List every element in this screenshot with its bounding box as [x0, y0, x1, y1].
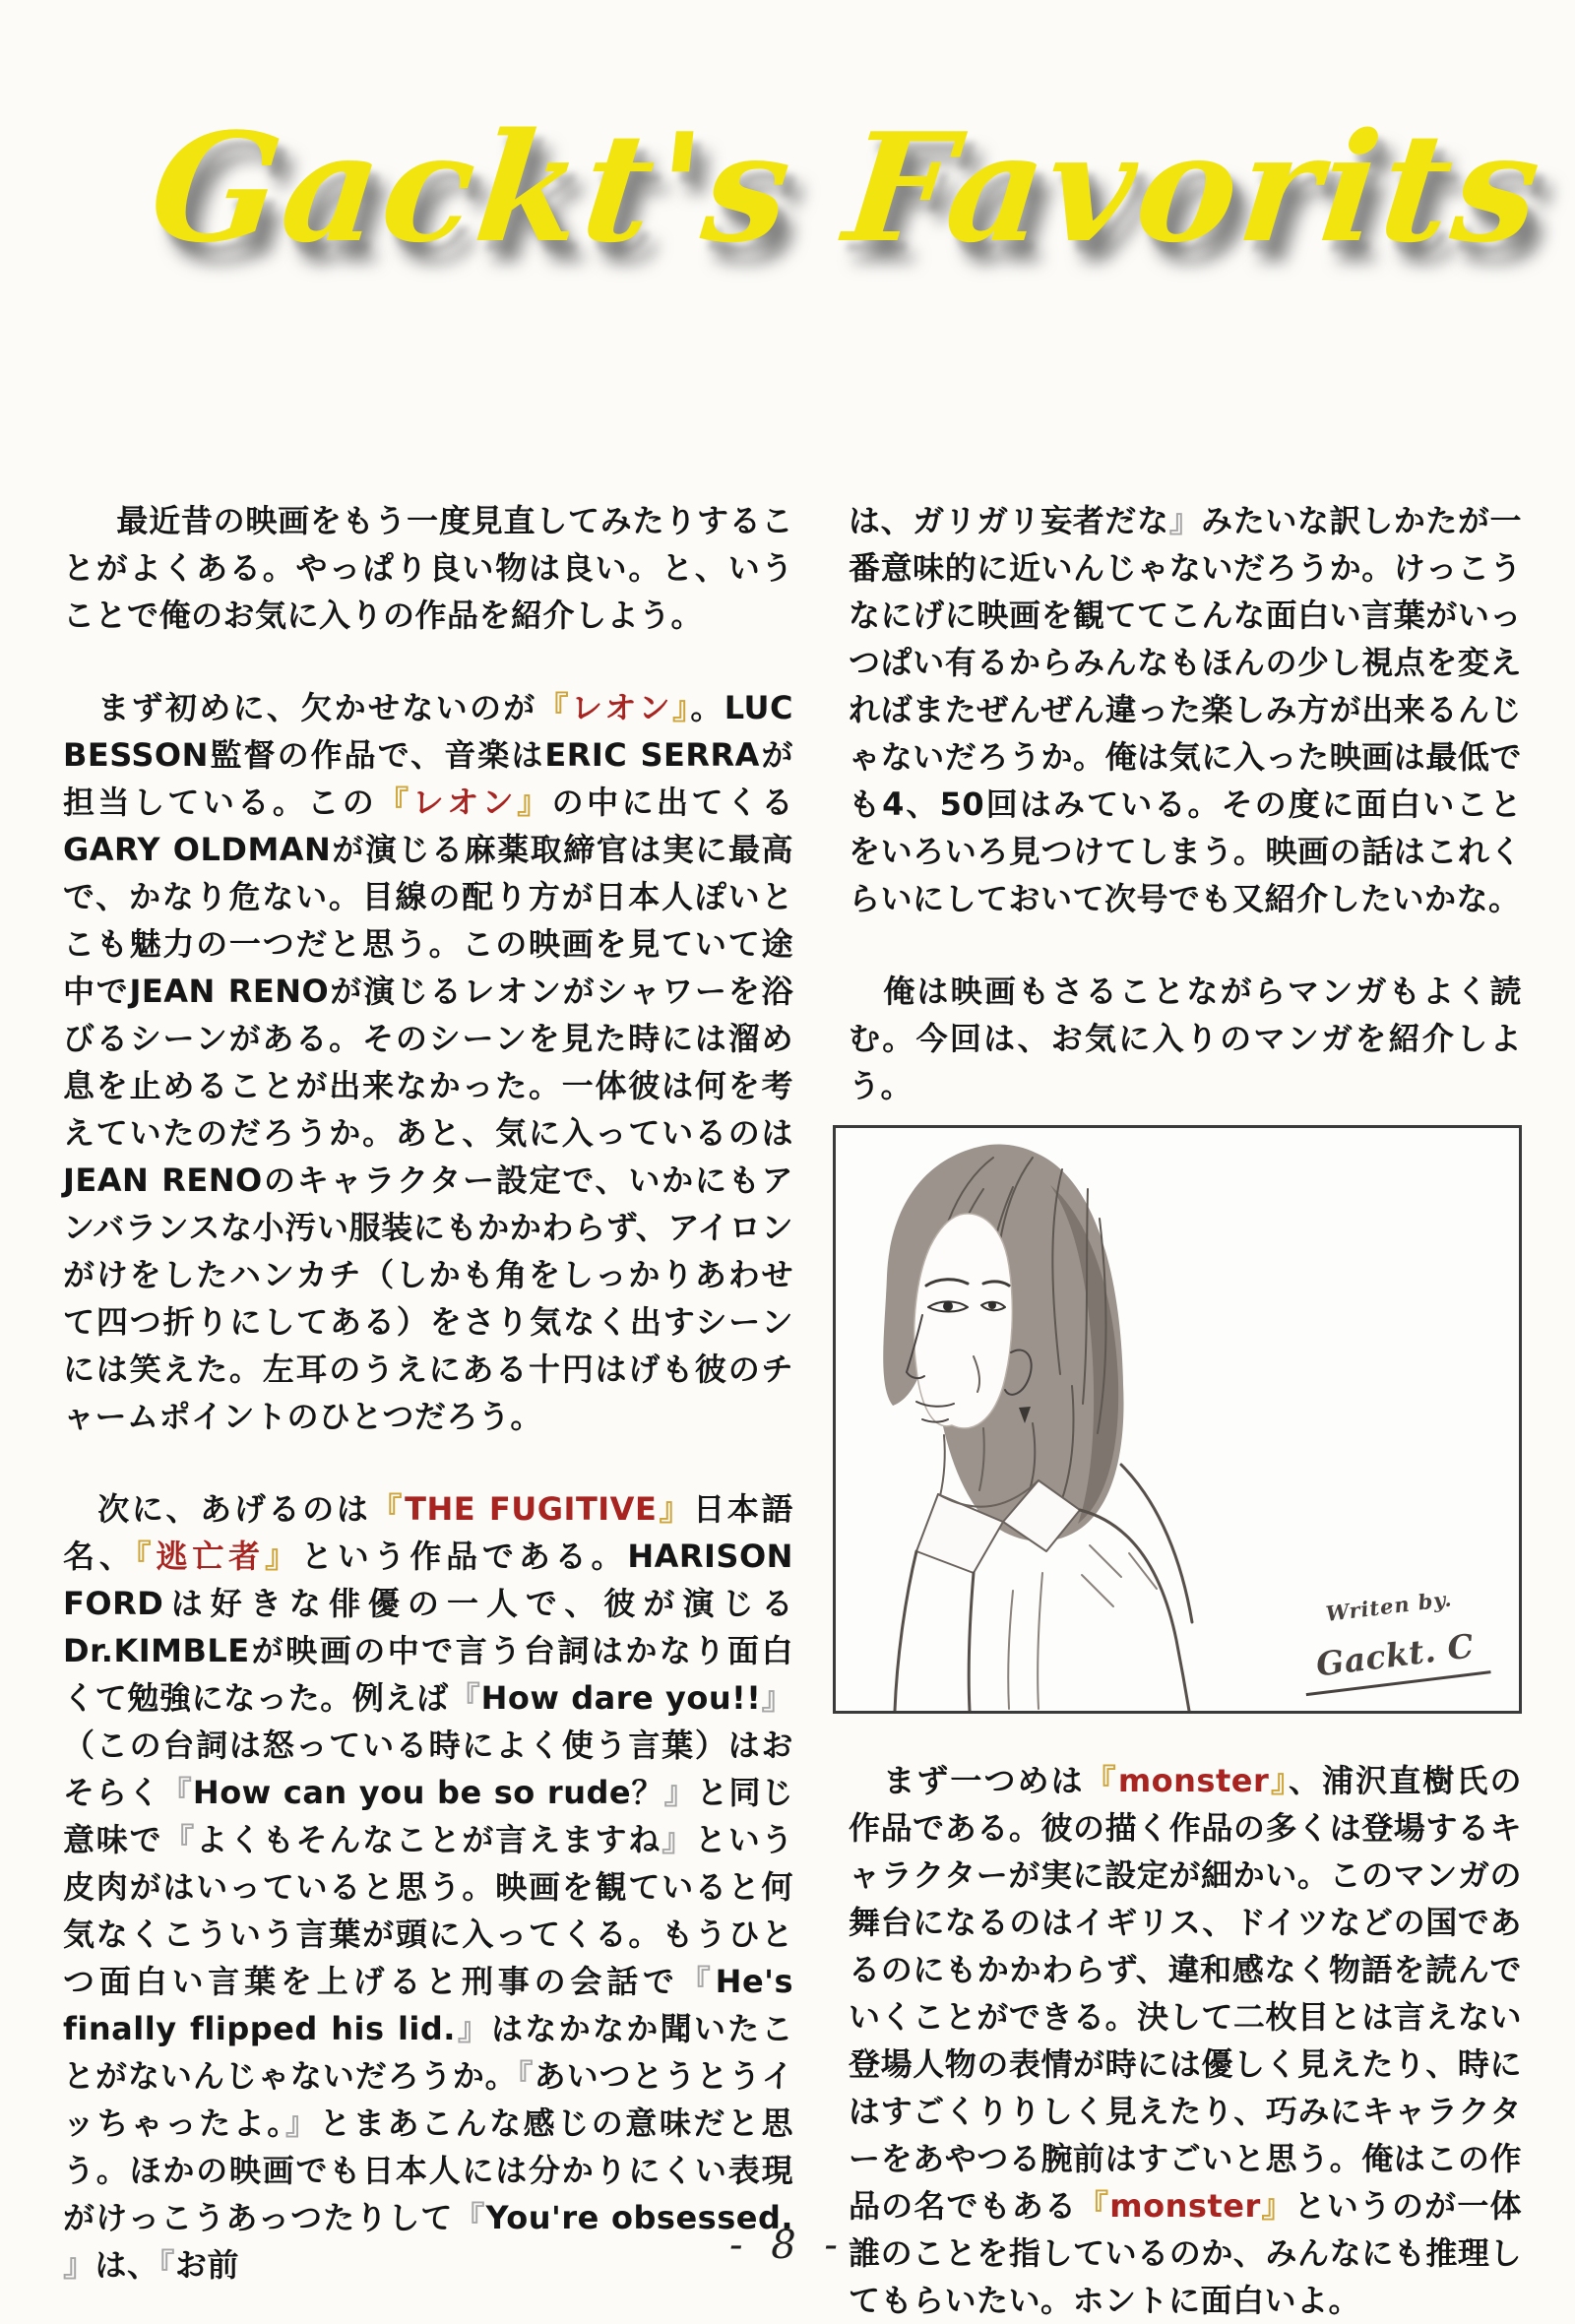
body-text: 』 [455, 2010, 492, 2047]
body-text: 、浦沢直樹氏の作品である。彼の描く作品の多くは登場するキャラクターが実に設定が細かい。このマンガの舞台になるのはイギリス、ドイツなどの国であるのにもかかわらず、違和感なく物語を読んでいくことができる。決して二枚目とは言えない登場人物の表情が時には優しく見えたり、時にはすごくりりしく見えたり、巧みにキャラクターをあやつる腕前はすごいと思う。俺はこの作品の名でもある [849, 1762, 1522, 2225]
body-text: 『 [536, 689, 571, 726]
body-text: 』 [662, 1821, 695, 1858]
highlighted-title-text: レオン [571, 689, 673, 726]
body-text: 『 [453, 2199, 486, 2236]
body-text: 次に、あげるのは [97, 1490, 371, 1528]
body-text: 『 [678, 1963, 716, 2000]
body-text: 『 [1077, 2187, 1110, 2225]
body-text: よくもそんなことが言えますね [196, 1821, 662, 1858]
body-text: はなかなか聞いたことがないんじゃないだろうか。 [63, 2010, 793, 2095]
right-column [849, 497, 1522, 2324]
body-text: という皮肉がはいっていると思う。映画を観ていると何気なくこういう言葉が頭に入ってくる。もうひとつ面白い言葉を上げると刑事の会話で [63, 1821, 793, 2000]
body-text: 『 [370, 1490, 406, 1528]
highlighted-title-text: THE FUGITIVE [405, 1490, 658, 1528]
body-text: You're obsessed. [485, 2199, 793, 2236]
body-text: みたいな訳しかたが一番意味的に近いんじゃないだろうか。けっこうなにげに映画を観ててこんな面白い言葉がいっつぱい有るからみんなもほんの少し視点を変えればまたぜんぜん違った楽しみ方が出来るんじゃないだろうか。俺は気に入った映画は最低でも4、50回はみている。その度に面白いことをいろいろ見つけてしまう。映画の話はこれくらいにしておいて次号でも又紹介したいかな。 [849, 502, 1522, 917]
body-paragraph [849, 968, 1522, 1109]
body-text: は、 [94, 2246, 159, 2284]
illustration-frame [833, 1125, 1522, 1714]
body-text: 』 [761, 1679, 793, 1717]
body-paragraph [63, 497, 793, 639]
body-text: 』 [1269, 1762, 1289, 1799]
body-text: （この台詞は怒っている時によく使う言葉）はおそらく [63, 1727, 793, 1811]
body-text: 『 [517, 2057, 535, 2095]
body-text: の中に出てくるGARY OLDMANが演じる麻薬取締官は実に最高で、かなり危ない。目線の配り方が日本人ぽいとこも魅力の一つだと思う。この映画を見ていて途中でJEAN RENOが演じるレオンがシャワーを浴びるシーンがある。そのシーンを見た時には溜め息を止めることが出来なかった。一体彼は何を考えていたのだろうか。あと、気に入っているのはJEAN RENOのキャラクター設定で、いかにもアンバランスな小汚い服装にもかかわらず、アイロンがけをしたハンカチ（しかも角をしっかりあわせて四つ折りにしてある）をさり気なく出すシーンには笑えた。左耳のうえにある十円はげも彼のチャームポイントのひとつだろう。 [63, 784, 793, 1435]
body-text: 。LUC BESSON監督の作品で、音楽はERIC SERRAが担当している。この [63, 689, 793, 821]
body-text: 』 [672, 689, 691, 726]
body-text: は、ガリガリ妄者だな [849, 502, 1169, 539]
body-text: 『 [162, 1821, 197, 1858]
body-text: 』 [663, 1774, 697, 1811]
body-text: 』 [284, 2104, 320, 2142]
body-text: 『 [1084, 1762, 1118, 1799]
body-text: お前 [175, 2246, 240, 2284]
body-text: 『 [159, 1774, 193, 1811]
body-text: 』 [1260, 2187, 1294, 2225]
highlighted-title-text: レオン [411, 784, 518, 821]
body-paragraph [63, 684, 793, 1440]
body-text: How dare you!! [480, 1679, 762, 1717]
body-text: 『 [377, 784, 412, 821]
body-text: 』 [517, 784, 552, 821]
body-text: とまあこんな感じの意味だと思う。ほかの映画でも日本人には分かりにくい表現がけっこうあっつたりして [63, 2104, 793, 2236]
left-column [63, 497, 793, 2289]
signature-name: Gackt. C [1299, 1620, 1490, 1696]
highlighted-title-text: 逃亡者 [156, 1538, 266, 1575]
highlighted-title-text: monster [1117, 1762, 1270, 1799]
body-text: 『 [158, 2246, 176, 2284]
page-number: - 8 - [729, 2223, 846, 2268]
body-text: まず一つめは [883, 1762, 1085, 1799]
body-text: 最近昔の映画をもう一度見直してみたりすることがよくある。やっぱり良い物は良い。と、いうことで俺のお気に入りの作品を紹介しよう。 [63, 502, 793, 634]
body-text: He's finally flipped his lid. [63, 1963, 793, 2047]
body-paragraph [63, 1485, 793, 2289]
body-text: 俺は映画もさることながらマンガもよく読む。今回は、お気に入りのマンガを紹介しよう。 [849, 973, 1522, 1104]
body-text: 』 [63, 2246, 95, 2284]
body-text: 』 [265, 1538, 301, 1575]
body-text: 』 [657, 1490, 694, 1528]
signature-prefix: Writen by. [1324, 1586, 1454, 1626]
body-text: 『 [135, 1538, 157, 1575]
body-text: 『 [448, 1679, 481, 1717]
body-paragraph [849, 497, 1522, 922]
highlighted-title-text: monster [1109, 2187, 1261, 2225]
body-text: まず初めに、欠かせないのが [97, 689, 537, 726]
body-text: 日本語名、 [63, 1490, 793, 1575]
body-text: と同じ意味で [63, 1774, 793, 1858]
body-text: 』 [1168, 502, 1202, 539]
body-text: How can you be so rude？ [192, 1774, 664, 1811]
body-text: というのが一体誰のことを指しているのか、みんなにも推理してもらいたい。ホントに面白いよ。 [849, 2187, 1522, 2319]
page-title: Gackt's Favorits [143, 99, 1551, 276]
body-text: あいつとうとうイッちゃったよ。 [63, 2057, 793, 2142]
body-text: という作品である。HARISON FORDは好きな俳優の一人で、彼が演じるDr.KIMBLEが映画の中で言う台詞はかなり面白くて勉強になった。例えば [63, 1538, 793, 1717]
